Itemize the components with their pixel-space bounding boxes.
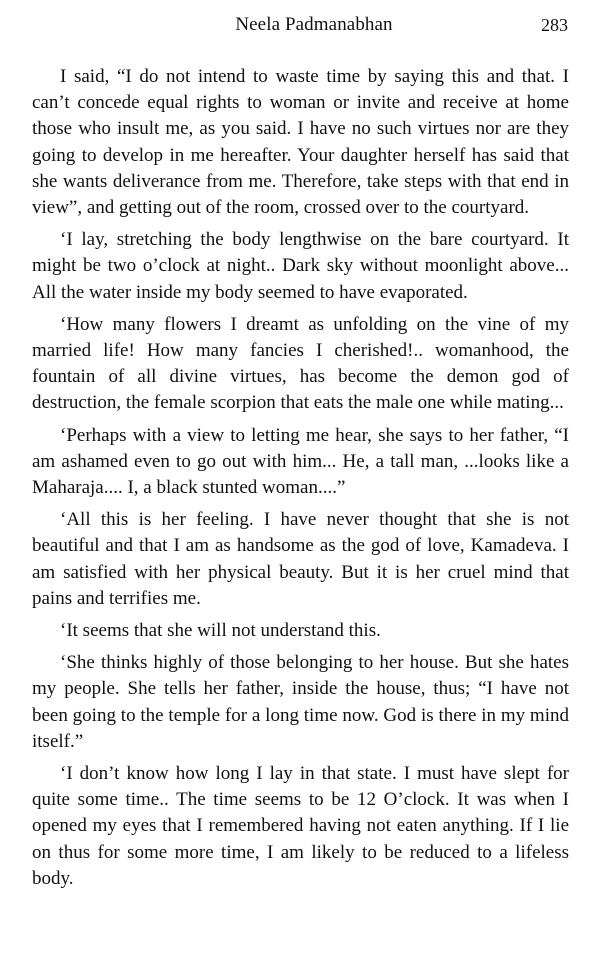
paragraph: ‘It seems that she will not understand this. bbox=[60, 620, 381, 642]
paragraph: ‘I lay, stretching the body lengthwise on the bare courtyard. It might be two o’clock at night.. Dark sky without moonlight above... All the water inside my body seemed to have evaporated. bbox=[32, 229, 569, 303]
paragraph: ‘Perhaps with a view to letting me hear, she says to her father, “I am ashamed even to go out with him... He, a tall man, ...looks like a Maharaja.... I, a black stunted woman....” bbox=[32, 424, 569, 499]
paragraph: ‘I don’t know how long I lay in that state. I must have slept for quite some time.. The time seems to be 12 O’clock. It was when I opened my eyes that I remembered having not eaten anything. If I lie on thus for some more time, I am likely to be reduced to a lifeless body. bbox=[32, 763, 569, 889]
body-text bbox=[32, 64, 569, 892]
running-header bbox=[0, 12, 600, 38]
paragraph: ‘All this is her feeling. I have never thought that she is not beautiful and that I am as handsome as the god of love, Kamadeva. I am satisfied with her physical beauty. But it is her cruel mind that pains and terrifies me. bbox=[32, 509, 569, 609]
running-header-author: Neela Padmanabhan bbox=[235, 14, 393, 35]
paragraph: I said, “I do not intend to waste time by saying this and that. I can’t concede equal rights to woman or invite and receive at home those who insult me, as you said. I have no such virtues nor are they going to develop in me hereafter. Your daughter herself has said that she wants deliverance from me. Therefore, take steps with that end in view”, and getting out of the room, crossed over to the courtyard. bbox=[32, 66, 569, 219]
page-number: 283 bbox=[541, 15, 568, 35]
paragraph: ‘She thinks highly of those belonging to her house. But she hates my people. She tells her father, inside the house, thus; “I have not been going to the temple for a long time now. God is there in my mind itself.” bbox=[32, 652, 569, 752]
paragraph: ‘How many flowers I dreamt as unfolding on the vine of my married life! How many fancies I cherished!.. womanhood, the fountain of all divine virtues, has become the demon god of destruction, the female scorpion that eats the male one while mating... bbox=[32, 313, 569, 414]
